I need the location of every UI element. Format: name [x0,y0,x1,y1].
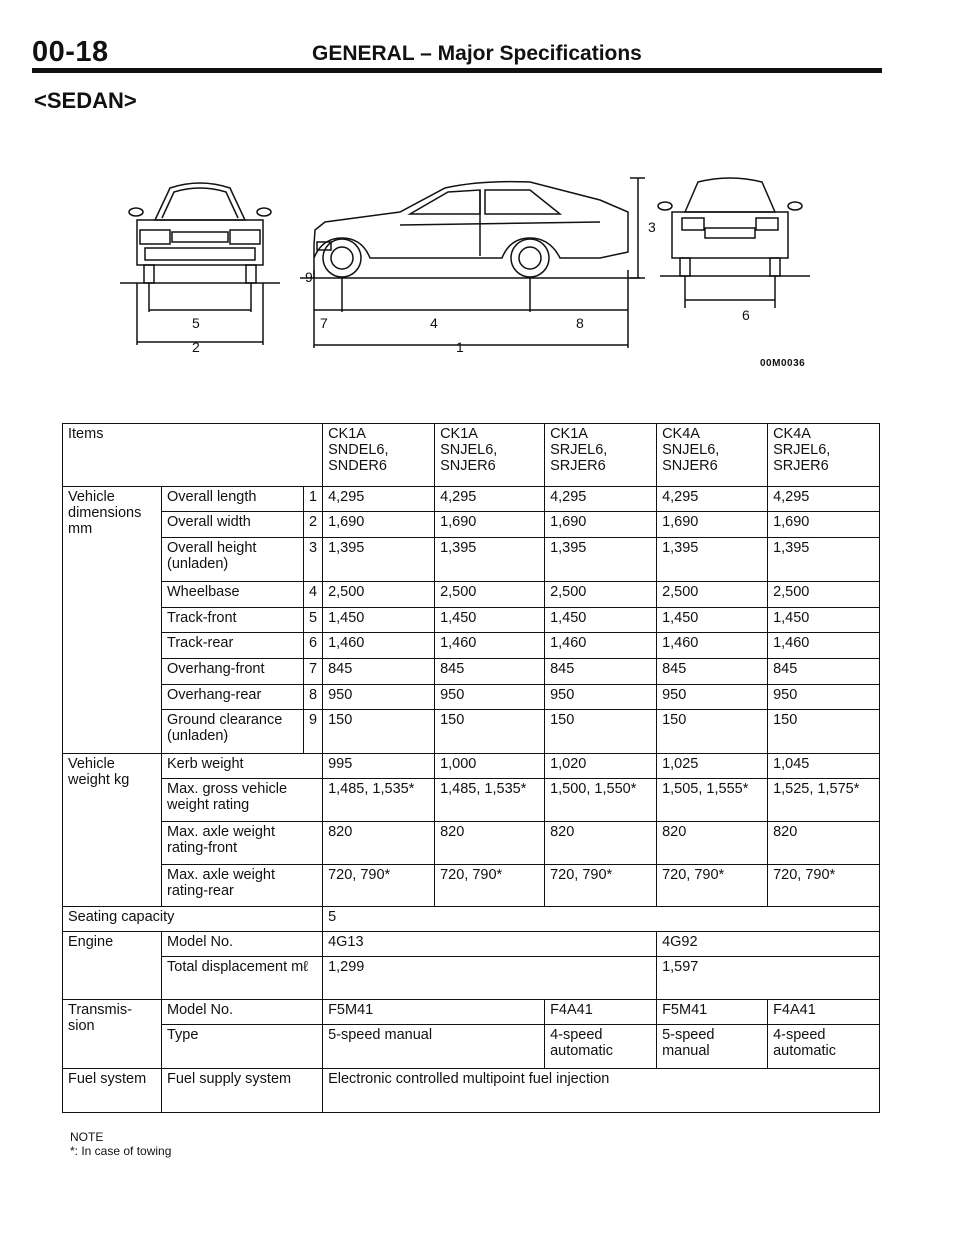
table-row [63,582,880,608]
table-row [63,487,880,512]
table-cell: 1,505, 1,555* [657,779,768,822]
table-row [63,1000,880,1025]
table-cell: 950 [323,685,435,710]
table-cell: F5M41 [657,1000,768,1025]
note-title: NOTE [70,1130,104,1144]
table-cell: 2,500 [768,582,880,608]
table-cell: F4A41 [545,1000,657,1025]
table-header-row [63,424,880,487]
row-label: Track-rear [162,633,304,659]
table-cell: 1,450 [323,608,435,633]
note-text: *: In case of towing [70,1144,172,1158]
table-cell: 1,299 [323,957,657,1000]
table-cell: 5 [323,907,880,932]
table-cell: 995 [323,754,435,779]
row-number: 2 [304,512,323,538]
table-cell: 1,460 [768,633,880,659]
table-row [63,907,880,932]
table-cell: 820 [768,822,880,865]
row-number: 1 [304,487,323,512]
group-label-weight: Vehicle weight kg [63,754,162,907]
table-cell: 4G92 [657,932,880,957]
model-header: CK1A SRJEL6, SRJER6 [545,424,657,487]
table-row [63,659,880,685]
table-row [63,685,880,710]
row-label: Seating capacity [63,907,323,932]
callout-5: 5 [192,315,200,331]
table-cell: 150 [323,710,435,754]
group-label-dimensions: Vehicle dimensions mm [63,487,162,754]
table-cell: 1,045 [768,754,880,779]
table-cell: 720, 790* [657,865,768,907]
table-row [63,779,880,822]
page-number: 00-18 [32,36,109,68]
table-row [63,1025,880,1069]
table-cell: 1,460 [545,633,657,659]
table-cell: 1,450 [768,608,880,633]
callout-3: 3 [648,219,656,235]
table-cell: 950 [657,685,768,710]
table-cell: 4-speed automatic [545,1025,657,1069]
row-label: Wheelbase [162,582,304,608]
table-row [63,710,880,754]
table-cell: 4,295 [323,487,435,512]
callout-6: 6 [742,307,750,323]
table-cell: 950 [768,685,880,710]
model-header: CK4A SNJEL6, SNJER6 [657,424,768,487]
table-cell: 845 [545,659,657,685]
table-row [63,754,880,779]
table-cell: 820 [323,822,435,865]
table-cell: 4,295 [657,487,768,512]
table-cell: 1,450 [545,608,657,633]
specifications-table [62,423,880,1113]
table-cell: 1,395 [768,538,880,582]
row-number: 8 [304,685,323,710]
table-cell: 1,450 [435,608,545,633]
table-cell: 1,690 [435,512,545,538]
row-label: Overhang-front [162,659,304,685]
row-label: Type [162,1025,323,1069]
table-row [63,633,880,659]
table-cell: 2,500 [657,582,768,608]
table-cell: 150 [435,710,545,754]
table-row [63,538,880,582]
table-row [63,957,880,1000]
callout-1: 1 [456,339,464,355]
table-cell: 1,000 [435,754,545,779]
table-cell: 150 [657,710,768,754]
row-number: 7 [304,659,323,685]
table-cell: 845 [435,659,545,685]
table-row [63,1069,880,1113]
row-number: 4 [304,582,323,608]
row-number: 3 [304,538,323,582]
table-cell: 1,500, 1,550* [545,779,657,822]
items-header: Items [63,424,323,487]
table-cell: 720, 790* [768,865,880,907]
table-cell: 950 [435,685,545,710]
row-label: Max. axle weight rating-rear [162,865,323,907]
section-title: <SEDAN> [34,88,137,113]
table-row [63,822,880,865]
table-row [63,865,880,907]
table-cell: 1,690 [657,512,768,538]
model-header: CK4A SRJEL6, SRJER6 [768,424,880,487]
page-header-title: GENERAL – Major Specifications [312,42,642,65]
row-number: 5 [304,608,323,633]
table-cell: 820 [657,822,768,865]
model-header: CK1A SNDEL6, SNDER6 [323,424,435,487]
table-cell: 1,690 [545,512,657,538]
table-cell: 4-speed automatic [768,1025,880,1069]
table-row [63,932,880,957]
side-view-drawing [300,178,645,348]
table-cell: F4A41 [768,1000,880,1025]
row-label: Max. gross vehicle weight rating [162,779,323,822]
row-label: Track-front [162,608,304,633]
table-cell: 720, 790* [435,865,545,907]
table-cell: 1,525, 1,575* [768,779,880,822]
table-cell: Electronic controlled multipoint fuel injection [323,1069,880,1113]
table-cell: 1,025 [657,754,768,779]
table-cell: 845 [323,659,435,685]
table-cell: 1,460 [435,633,545,659]
row-label: Max. axle weight rating-front [162,822,323,865]
table-cell: 720, 790* [323,865,435,907]
table-cell: 4G13 [323,932,657,957]
row-label: Model No. [162,1000,323,1025]
table-cell: 820 [545,822,657,865]
callout-4: 4 [430,315,438,331]
group-label-transmission: Transmis- sion [63,1000,162,1069]
row-number: 9 [304,710,323,754]
rear-view-drawing [658,178,810,308]
row-label: Kerb weight [162,754,323,779]
row-label: Overall height (unladen) [162,538,304,582]
table-cell: 845 [657,659,768,685]
table-cell: 1,485, 1,535* [435,779,545,822]
table-cell: 4,295 [435,487,545,512]
table-cell: 1,395 [657,538,768,582]
callout-7: 7 [320,315,328,331]
table-cell: 1,395 [323,538,435,582]
row-label: Overall length [162,487,304,512]
row-label: Overhang-rear [162,685,304,710]
row-label: Total displacement mℓ [162,957,323,1000]
table-cell: 1,690 [768,512,880,538]
model-header: CK1A SNJEL6, SNJER6 [435,424,545,487]
table-cell: 5-speed manual [657,1025,768,1069]
row-label: Overall width [162,512,304,538]
group-label-engine: Engine [63,932,162,1000]
table-cell: 2,500 [545,582,657,608]
table-cell: 4,295 [768,487,880,512]
table-cell: 820 [435,822,545,865]
table-cell: 845 [768,659,880,685]
table-cell: 4,295 [545,487,657,512]
callout-8: 8 [576,315,584,331]
header-rule [32,68,882,73]
callout-9: 9 [305,269,313,285]
group-label-fuel: Fuel system [63,1069,162,1113]
vehicle-dimensions-diagram [100,170,840,355]
table-row [63,512,880,538]
note [70,1130,171,1158]
table-cell: 1,597 [657,957,880,1000]
table-cell: 950 [545,685,657,710]
table-cell: 150 [545,710,657,754]
row-label: Fuel supply system [162,1069,323,1113]
front-view-drawing [120,183,280,345]
table-row [63,608,880,633]
figure-id: 00M0036 [760,358,806,369]
row-label: Ground clearance (unladen) [162,710,304,754]
table-cell: 1,020 [545,754,657,779]
table-cell: 150 [768,710,880,754]
table-cell: 1,460 [657,633,768,659]
row-number: 6 [304,633,323,659]
table-cell: 2,500 [323,582,435,608]
table-cell: 1,690 [323,512,435,538]
table-cell: 720, 790* [545,865,657,907]
callout-2: 2 [192,339,200,355]
table-cell: 1,460 [323,633,435,659]
table-cell: 1,485, 1,535* [323,779,435,822]
row-label: Model No. [162,932,323,957]
table-cell: F5M41 [323,1000,545,1025]
table-cell: 5-speed manual [323,1025,545,1069]
table-cell: 1,395 [435,538,545,582]
table-cell: 1,450 [657,608,768,633]
table-cell: 2,500 [435,582,545,608]
table-cell: 1,395 [545,538,657,582]
